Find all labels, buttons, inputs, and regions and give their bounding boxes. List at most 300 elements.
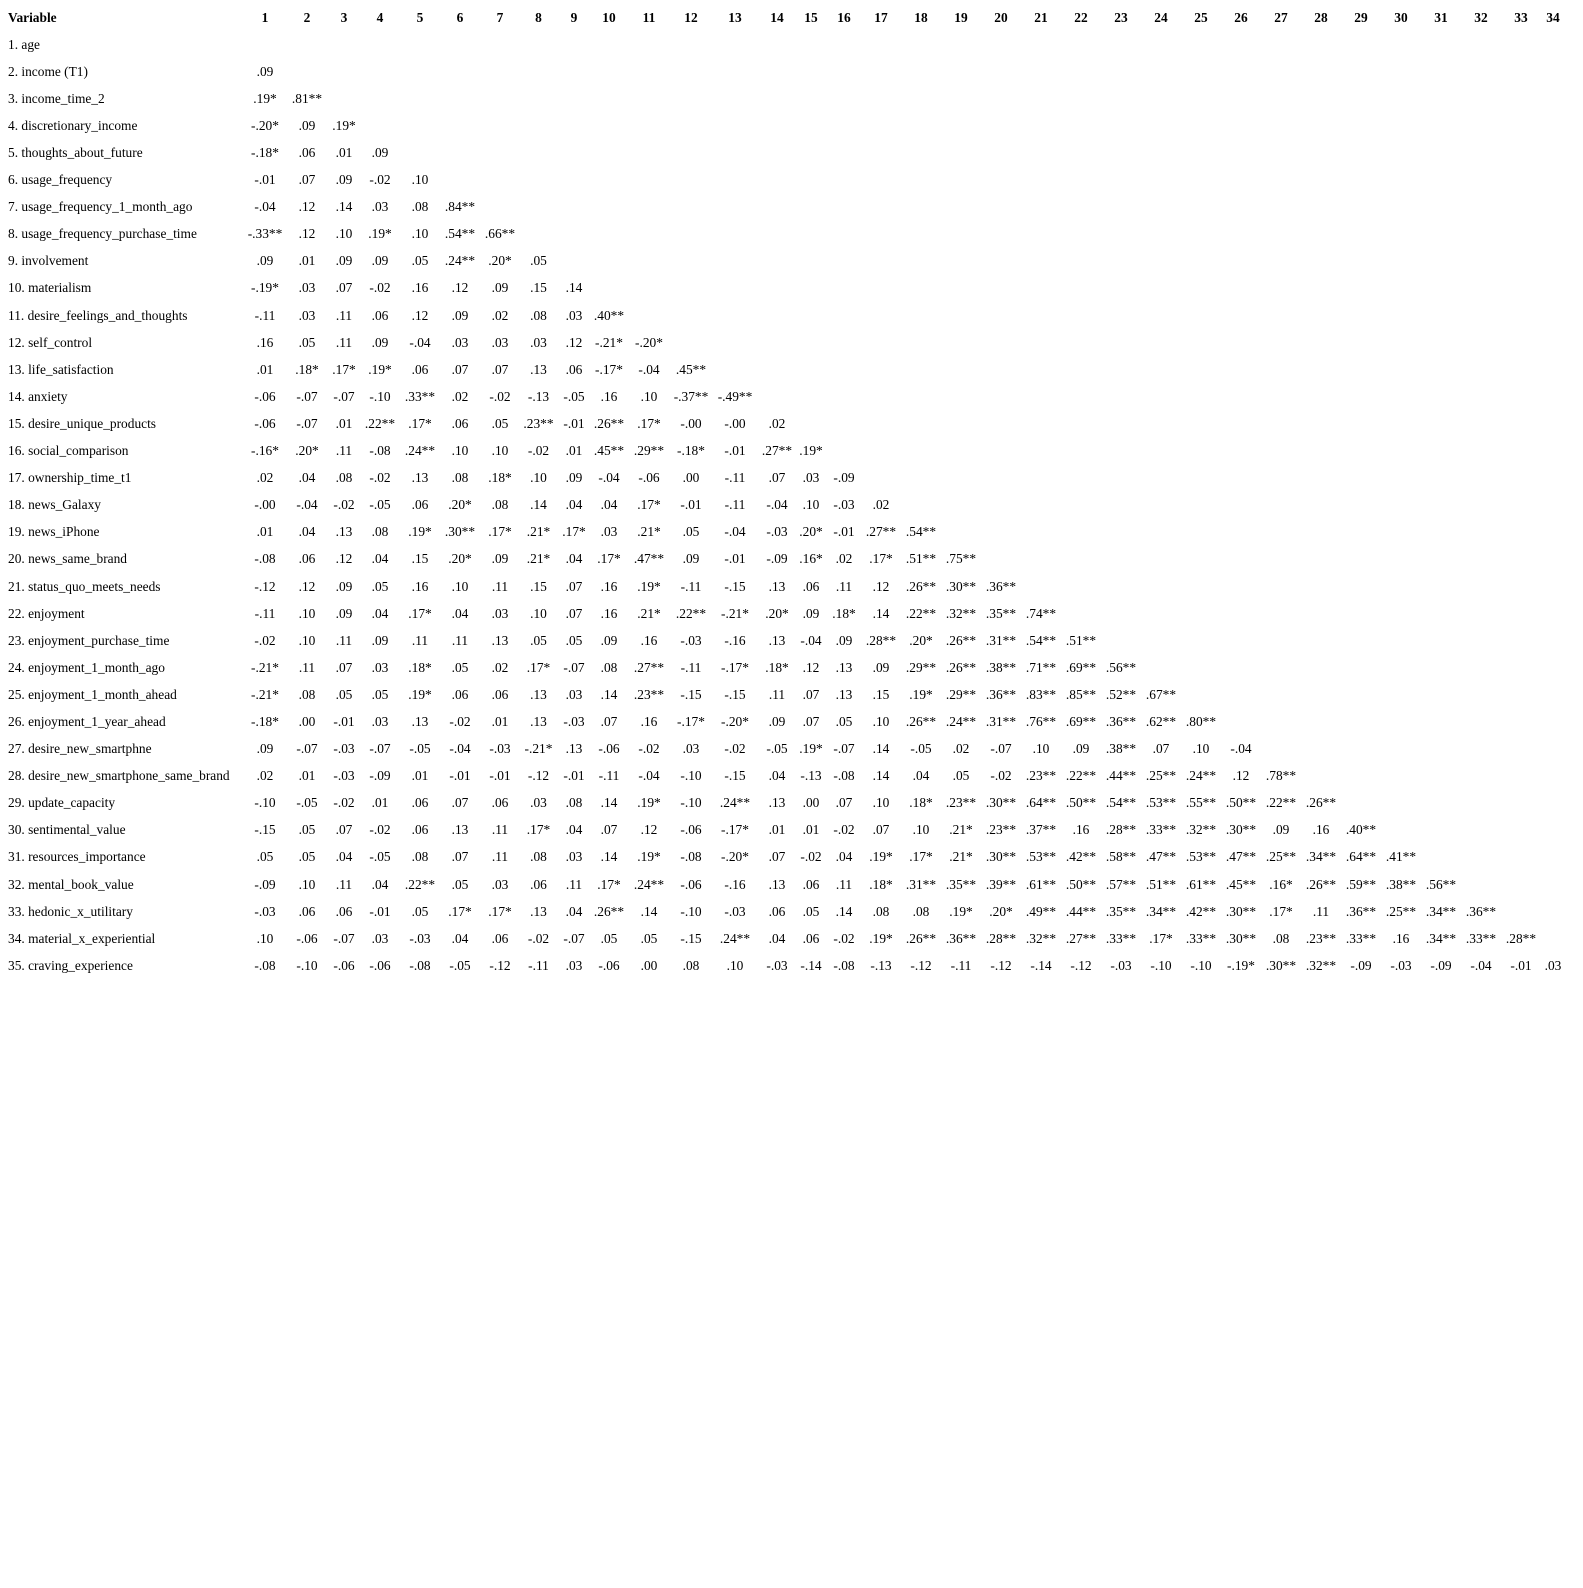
- empty-cell: [440, 139, 480, 166]
- empty-cell: [1181, 654, 1221, 681]
- empty-cell: [1501, 681, 1541, 708]
- empty-cell: [795, 329, 827, 356]
- correlation-cell: .11: [335, 876, 353, 892]
- correlation-cell: -.02: [800, 849, 822, 865]
- empty-cell: [1381, 302, 1421, 329]
- empty-cell: [827, 112, 861, 139]
- empty-cell: [1381, 139, 1421, 166]
- correlation-cell: .09: [256, 741, 274, 757]
- correlation-cell: .19*: [637, 795, 661, 811]
- correlation-cell: -.11: [680, 659, 702, 675]
- empty-cell: [1381, 410, 1421, 437]
- correlation-cell: .26**: [905, 578, 937, 594]
- empty-cell: [941, 302, 981, 329]
- correlation-cell: .35**: [1105, 903, 1137, 919]
- empty-cell: [1541, 546, 1565, 573]
- correlation-cell: -.02: [489, 388, 511, 404]
- correlation-cell: .50**: [1065, 876, 1097, 892]
- correlation-cell: .16: [1392, 930, 1410, 946]
- correlation-cell: .02: [872, 497, 890, 513]
- correlation-cell: .16: [411, 578, 429, 594]
- correlation-cell: .19*: [408, 686, 432, 702]
- empty-cell: [1461, 736, 1501, 763]
- empty-cell: [1061, 248, 1101, 275]
- empty-cell: [981, 221, 1021, 248]
- empty-cell: [1381, 85, 1421, 112]
- empty-cell: [1381, 736, 1421, 763]
- correlation-cell: -.02: [527, 930, 550, 946]
- correlation-cell: .06: [411, 822, 429, 838]
- empty-cell: [1501, 167, 1541, 194]
- empty-cell: [759, 356, 795, 383]
- empty-cell: [981, 31, 1021, 58]
- correlation-cell: .14: [872, 605, 890, 621]
- empty-cell: [1341, 573, 1381, 600]
- empty-cell: [440, 167, 480, 194]
- correlation-cell: .33**: [1465, 930, 1497, 946]
- correlation-cell: .04: [768, 768, 786, 784]
- empty-cell: [520, 85, 557, 112]
- correlation-cell: -.21*: [524, 741, 553, 757]
- empty-cell: [1301, 58, 1341, 85]
- empty-cell: [360, 58, 400, 85]
- empty-cell: [1541, 492, 1565, 519]
- empty-cell: [1221, 600, 1261, 627]
- table-row: [0, 410, 1565, 437]
- variable-label: 23. enjoyment_purchase_time: [8, 632, 170, 648]
- correlation-cell: .23**: [945, 795, 977, 811]
- empty-cell: [480, 167, 520, 194]
- correlation-cell: .10: [335, 226, 353, 242]
- empty-cell: [627, 85, 671, 112]
- correlation-cell: .78**: [1265, 768, 1297, 784]
- correlation-cell: .19*: [408, 524, 432, 540]
- variable-label: 24. enjoyment_1_month_ago: [8, 659, 165, 675]
- empty-cell: [1501, 817, 1541, 844]
- correlation-cell: .09: [565, 470, 583, 486]
- empty-cell: [1221, 139, 1261, 166]
- empty-cell: [1541, 85, 1565, 112]
- correlation-cell: .12: [1232, 768, 1250, 784]
- empty-cell: [1461, 167, 1501, 194]
- empty-cell: [1541, 410, 1565, 437]
- correlation-cell: .05: [952, 768, 970, 784]
- column-header: 5: [416, 9, 424, 25]
- correlation-cell: .18*: [295, 361, 319, 377]
- correlation-cell: -.07: [563, 659, 585, 675]
- correlation-cell: .14: [640, 903, 658, 919]
- empty-cell: [1221, 410, 1261, 437]
- table-row: [0, 438, 1565, 465]
- correlation-cell: .25**: [1145, 768, 1177, 784]
- correlation-cell: .00: [682, 470, 700, 486]
- empty-cell: [1341, 31, 1381, 58]
- correlation-cell: -.15: [680, 930, 702, 946]
- correlation-cell: .06: [298, 551, 316, 567]
- correlation-cell: .49**: [1025, 903, 1057, 919]
- correlation-cell: -.04: [800, 632, 822, 648]
- empty-cell: [1421, 356, 1461, 383]
- empty-cell: [591, 248, 627, 275]
- correlation-cell: .54**: [1025, 632, 1057, 648]
- correlation-cell: .55**: [1185, 795, 1217, 811]
- correlation-cell: .05: [451, 876, 469, 892]
- empty-cell: [759, 139, 795, 166]
- correlation-cell: .04: [335, 849, 353, 865]
- empty-cell: [1541, 790, 1565, 817]
- variable-label: 13. life_satisfaction: [8, 361, 114, 377]
- column-header: 3: [340, 9, 348, 25]
- correlation-cell: .50**: [1065, 795, 1097, 811]
- empty-cell: [286, 31, 328, 58]
- empty-cell: [1221, 167, 1261, 194]
- empty-cell: [1261, 383, 1301, 410]
- correlation-cell: .09: [491, 280, 509, 296]
- empty-cell: [671, 194, 711, 221]
- correlation-cell: -.04: [598, 470, 620, 486]
- correlation-cell: -.05: [409, 741, 431, 757]
- empty-cell: [901, 112, 941, 139]
- empty-cell: [1341, 221, 1381, 248]
- correlation-cell: .09: [872, 659, 890, 675]
- column-header: 15: [804, 9, 818, 25]
- table-row: [0, 519, 1565, 546]
- correlation-cell: .05: [640, 930, 658, 946]
- table-row: [0, 383, 1565, 410]
- empty-cell: [1421, 817, 1461, 844]
- empty-cell: [1541, 139, 1565, 166]
- empty-cell: [1221, 546, 1261, 573]
- correlation-cell: -.11: [254, 307, 276, 323]
- table-row: [0, 925, 1565, 952]
- correlation-cell: .16: [1312, 822, 1330, 838]
- empty-cell: [1541, 654, 1565, 681]
- empty-cell: [1101, 302, 1141, 329]
- correlation-cell: -.01: [563, 768, 585, 784]
- empty-cell: [1061, 275, 1101, 302]
- correlation-cell: .19*: [909, 686, 933, 702]
- empty-cell: [711, 31, 759, 58]
- empty-cell: [827, 302, 861, 329]
- correlation-cell: -.03: [409, 930, 431, 946]
- correlation-cell: .08: [335, 470, 353, 486]
- empty-cell: [1381, 600, 1421, 627]
- correlation-cell: -.21*: [251, 659, 279, 675]
- correlation-cell: .13: [768, 632, 786, 648]
- correlation-cell: .44**: [1105, 768, 1137, 784]
- correlation-cell: -.11: [950, 957, 972, 973]
- empty-cell: [1501, 31, 1541, 58]
- empty-cell: [1141, 383, 1181, 410]
- empty-cell: [1341, 465, 1381, 492]
- empty-cell: [795, 302, 827, 329]
- correlation-cell: .17*: [562, 524, 586, 540]
- correlation-cell: .05: [682, 524, 700, 540]
- empty-cell: [1021, 329, 1061, 356]
- empty-cell: [1341, 112, 1381, 139]
- empty-cell: [1421, 410, 1461, 437]
- empty-cell: [1261, 302, 1301, 329]
- empty-cell: [795, 139, 827, 166]
- empty-cell: [711, 139, 759, 166]
- empty-cell: [1021, 31, 1061, 58]
- correlation-cell: .13: [530, 713, 547, 729]
- empty-cell: [1461, 708, 1501, 735]
- correlation-cell: .02: [491, 307, 509, 323]
- empty-cell: [1101, 329, 1141, 356]
- correlation-cell: -.04: [638, 768, 660, 784]
- empty-cell: [671, 139, 711, 166]
- correlation-cell: .03: [530, 334, 547, 350]
- correlation-cell: .24**: [719, 930, 751, 946]
- empty-cell: [1221, 681, 1261, 708]
- empty-cell: [795, 383, 827, 410]
- empty-cell: [360, 31, 400, 58]
- empty-cell: [1541, 194, 1565, 221]
- correlation-cell: .02: [256, 470, 274, 486]
- empty-cell: [627, 221, 671, 248]
- empty-cell: [1061, 519, 1101, 546]
- correlation-cell: .03: [565, 307, 583, 323]
- empty-cell: [759, 329, 795, 356]
- correlation-cell: .03: [600, 524, 618, 540]
- correlation-cell: .24**: [444, 253, 476, 269]
- correlation-cell: .15: [872, 686, 890, 702]
- empty-cell: [981, 58, 1021, 85]
- correlation-cell: .03: [371, 199, 389, 215]
- empty-cell: [1021, 356, 1061, 383]
- correlation-cell: .21*: [526, 524, 551, 540]
- correlation-cell: .04: [298, 470, 316, 486]
- correlation-cell: .34**: [1145, 903, 1177, 919]
- variable-label: 34. material_x_experiential: [8, 930, 156, 946]
- correlation-cell: -.11: [254, 605, 276, 621]
- empty-cell: [1261, 600, 1301, 627]
- empty-cell: [941, 58, 981, 85]
- empty-cell: [1461, 654, 1501, 681]
- correlation-cell: .14: [600, 849, 618, 865]
- correlation-cell: .10: [411, 172, 429, 188]
- correlation-cell: -.04: [724, 524, 746, 540]
- correlation-cell: .58**: [1105, 849, 1137, 865]
- correlation-cell: -.15: [724, 686, 746, 702]
- empty-cell: [759, 31, 795, 58]
- empty-cell: [1301, 167, 1341, 194]
- column-header: 24: [1154, 9, 1168, 25]
- column-header: 31: [1434, 9, 1448, 25]
- empty-cell: [1261, 194, 1301, 221]
- correlation-cell: .27**: [761, 443, 793, 459]
- correlation-cell: .32**: [1185, 822, 1217, 838]
- empty-cell: [480, 31, 520, 58]
- empty-cell: [1421, 790, 1461, 817]
- correlation-cell: .29**: [905, 659, 937, 675]
- correlation-cell: -.08: [369, 443, 391, 459]
- correlation-cell: .09: [451, 307, 469, 323]
- correlation-cell: .10: [411, 226, 429, 242]
- empty-cell: [711, 58, 759, 85]
- empty-cell: [671, 167, 711, 194]
- empty-cell: [1501, 248, 1541, 275]
- empty-cell: [941, 139, 981, 166]
- empty-cell: [1141, 492, 1181, 519]
- empty-cell: [1301, 275, 1341, 302]
- empty-cell: [440, 58, 480, 85]
- empty-cell: [1221, 248, 1261, 275]
- correlation-cell: .04: [451, 605, 469, 621]
- correlation-cell: -.06: [296, 930, 318, 946]
- correlation-cell: .36**: [985, 578, 1017, 594]
- correlation-cell: -.17*: [677, 713, 705, 729]
- empty-cell: [1261, 85, 1301, 112]
- empty-cell: [827, 275, 861, 302]
- empty-cell: [981, 167, 1021, 194]
- empty-cell: [1061, 194, 1101, 221]
- correlation-cell: .11: [335, 443, 353, 459]
- column-header: 34: [1546, 9, 1560, 25]
- empty-cell: [1381, 627, 1421, 654]
- column-header: 32: [1474, 9, 1488, 25]
- empty-cell: [1501, 112, 1541, 139]
- empty-cell: [1541, 248, 1565, 275]
- correlation-cell: .12: [872, 578, 890, 594]
- empty-cell: [1461, 844, 1501, 871]
- correlation-cell: .09: [256, 253, 274, 269]
- empty-cell: [861, 302, 901, 329]
- empty-cell: [1181, 465, 1221, 492]
- empty-cell: [591, 275, 627, 302]
- empty-cell: [1341, 275, 1381, 302]
- correlation-cell: .35**: [945, 876, 977, 892]
- empty-cell: [1301, 627, 1341, 654]
- empty-cell: [1221, 627, 1261, 654]
- variable-label: 5. thoughts_about_future: [8, 145, 143, 161]
- correlation-cell: .61**: [1025, 876, 1057, 892]
- empty-cell: [1141, 627, 1181, 654]
- correlation-cell: .06: [565, 361, 583, 377]
- correlation-cell: .31**: [985, 713, 1017, 729]
- correlation-cell: -.09: [254, 876, 276, 892]
- correlation-cell: -.12: [1070, 957, 1092, 973]
- empty-cell: [1381, 790, 1421, 817]
- empty-cell: [1461, 85, 1501, 112]
- correlation-cell: .07: [335, 822, 353, 838]
- empty-cell: [827, 383, 861, 410]
- empty-cell: [1381, 194, 1421, 221]
- correlation-cell: -.06: [254, 388, 276, 404]
- empty-cell: [941, 112, 981, 139]
- empty-cell: [1021, 248, 1061, 275]
- correlation-cell: .03: [491, 605, 509, 621]
- empty-cell: [1381, 329, 1421, 356]
- correlation-cell: .09: [335, 605, 353, 621]
- correlation-cell: .05: [600, 930, 618, 946]
- correlation-cell: -.03: [333, 741, 355, 757]
- correlation-cell: .02: [835, 551, 853, 567]
- empty-cell: [1021, 221, 1061, 248]
- correlation-cell: .64**: [1025, 795, 1057, 811]
- column-header: 9: [570, 9, 578, 25]
- correlation-cell: -.05: [766, 741, 788, 757]
- correlation-cell: .47**: [1225, 849, 1257, 865]
- table-row: [0, 139, 1565, 166]
- correlation-cell: -.07: [369, 741, 391, 757]
- correlation-cell: -.01: [680, 497, 702, 513]
- empty-cell: [627, 112, 671, 139]
- correlation-cell: .06: [530, 876, 547, 892]
- correlation-cell: .23**: [1305, 930, 1337, 946]
- correlation-cell: .18*: [765, 659, 789, 675]
- column-header: 23: [1114, 9, 1128, 25]
- correlation-cell: .53**: [1185, 849, 1217, 865]
- correlation-cell: .17*: [637, 415, 661, 431]
- empty-cell: [1341, 356, 1381, 383]
- empty-cell: [1261, 329, 1301, 356]
- variable-label: 12. self_control: [8, 334, 93, 350]
- empty-cell: [759, 302, 795, 329]
- correlation-cell: .08: [411, 199, 429, 215]
- variable-label: 19. news_iPhone: [8, 524, 100, 540]
- correlation-cell: .23**: [523, 415, 554, 431]
- correlation-cell: .14: [335, 199, 353, 215]
- empty-cell: [795, 167, 827, 194]
- correlation-cell: .30**: [1225, 930, 1257, 946]
- correlation-cell: -.01: [563, 415, 585, 431]
- empty-cell: [1021, 383, 1061, 410]
- empty-cell: [627, 248, 671, 275]
- empty-cell: [1421, 844, 1461, 871]
- empty-cell: [1261, 438, 1301, 465]
- empty-cell: [440, 85, 480, 112]
- empty-cell: [360, 112, 400, 139]
- empty-cell: [440, 112, 480, 139]
- empty-cell: [1101, 383, 1141, 410]
- empty-cell: [1421, 438, 1461, 465]
- empty-cell: [1301, 383, 1341, 410]
- empty-cell: [1541, 221, 1565, 248]
- variable-label: 15. desire_unique_products: [8, 415, 157, 431]
- correlation-cell: .56**: [1105, 659, 1137, 675]
- empty-cell: [861, 112, 901, 139]
- correlation-cell: .57**: [1105, 876, 1137, 892]
- empty-cell: [1301, 492, 1341, 519]
- column-header: 28: [1314, 9, 1328, 25]
- table-row: [0, 167, 1565, 194]
- empty-cell: [1381, 112, 1421, 139]
- correlation-cell: .13: [530, 361, 547, 377]
- empty-cell: [861, 167, 901, 194]
- column-header: 8: [535, 9, 542, 25]
- empty-cell: [1261, 654, 1301, 681]
- correlation-cell: -.06: [598, 957, 620, 973]
- empty-cell: [941, 465, 981, 492]
- correlation-cell: .21*: [949, 822, 973, 838]
- correlation-cell: .09: [600, 632, 618, 648]
- correlation-cell: -.02: [369, 470, 391, 486]
- correlation-cell: .16: [600, 605, 618, 621]
- variable-label: 29. update_capacity: [8, 795, 116, 811]
- empty-cell: [1301, 329, 1341, 356]
- correlation-cell: .06: [411, 497, 429, 513]
- correlation-cell: -.02: [369, 280, 391, 296]
- correlation-cell: -.17*: [595, 361, 623, 377]
- empty-cell: [1541, 519, 1565, 546]
- correlation-cell: .10: [298, 876, 316, 892]
- empty-cell: [627, 167, 671, 194]
- empty-cell: [1101, 465, 1141, 492]
- correlation-cell: .40**: [1345, 822, 1377, 838]
- correlation-cell: .05: [298, 334, 316, 350]
